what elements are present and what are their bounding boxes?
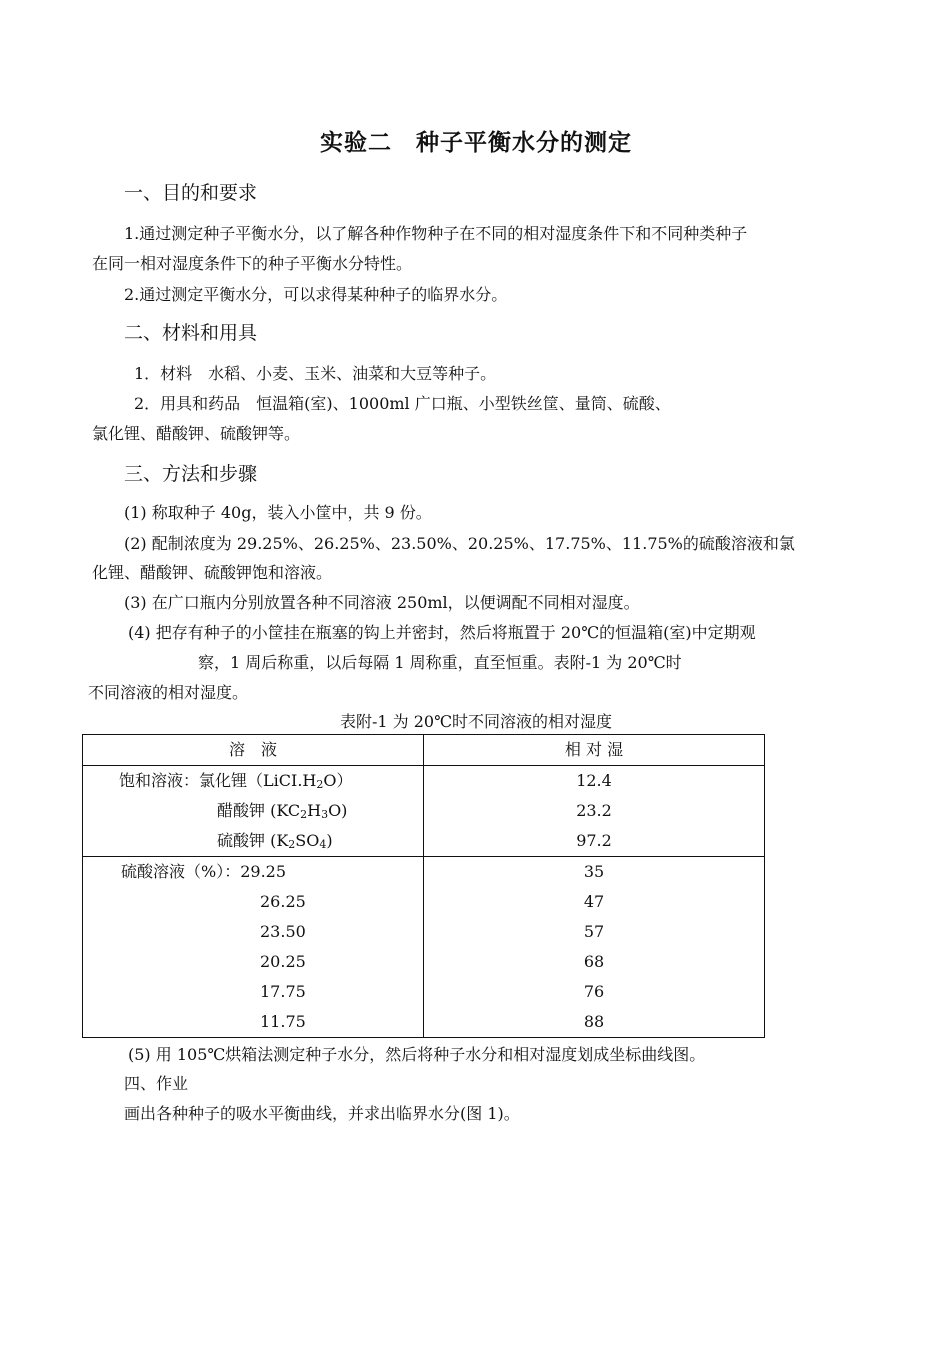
kac-end: O) — [328, 801, 348, 820]
paragraph-purpose-1a: 1.通过测定种子平衡水分，以了解各种作物种子在不同的相对湿度条件下和不同种类种子 — [124, 224, 748, 243]
table-row-saturated — [83, 766, 765, 857]
step-3: (3) 在广口瓶内分别放置各种不同溶液 250ml，以便调配不同相对湿度。 — [124, 593, 640, 612]
k2so4-label: 硫酸钾 (K — [217, 831, 289, 850]
section-heading-methods: 三、方法和步骤 — [124, 463, 258, 485]
step-2b: 化锂、醋酸钾、硫酸钾饱和溶液。 — [92, 563, 333, 582]
sulfuric-solutions-cell — [83, 857, 424, 1038]
header-cell-humidity — [424, 735, 765, 766]
step-4b: 察，1 周后称重，以后每隔 1 周称重，直至恒重。表附-1 为 20℃时 — [198, 653, 682, 672]
acid-conc: 26.25 — [260, 892, 306, 911]
acid-conc: 20.25 — [260, 952, 306, 971]
k2so4-sub2: 4 — [319, 838, 327, 851]
sulfuric-values-cell — [424, 857, 765, 1038]
paragraph-materials-2b: 氯化锂、醋酸钾、硫酸钾等。 — [92, 424, 301, 443]
kac-sub2: 3 — [321, 808, 329, 821]
acid-row — [83, 857, 423, 887]
header-relative-humidity: 相 对 湿 — [564, 740, 624, 759]
saturated-values-cell — [424, 766, 765, 857]
k2so4-sub1: 2 — [288, 838, 296, 851]
kac-label: 醋酸钾 (KC — [217, 801, 301, 820]
step-5: (5) 用 105℃烘箱法测定种子水分，然后将种子水分和相对湿度划成坐标曲线图。 — [128, 1045, 706, 1064]
table-row-sulfuric — [83, 857, 765, 1038]
kac-mid: H — [307, 801, 322, 820]
licl-label: 氯化锂（LiCI.H — [199, 771, 317, 790]
k2so4-mid: SO — [295, 831, 320, 850]
acid-conc: 29.25 — [240, 862, 287, 881]
value-cell: 47 — [583, 892, 605, 911]
paragraph-materials-1: 1．材料 水稻、小麦、玉米、油菜和大豆等种子。 — [134, 364, 497, 383]
saturated-prefix: 饱和溶液： — [119, 771, 200, 790]
acid-conc: 23.50 — [260, 922, 306, 941]
section-heading-purpose: 一、目的和要求 — [124, 182, 258, 204]
licl-sub: 2 — [316, 778, 324, 791]
header-cell-solution — [83, 735, 424, 766]
value-cell: 35 — [583, 862, 605, 881]
step-2a: (2) 配制浓度为 29.25%、26.25%、23.50%、20.25%、17.75%、11.75%的硫酸溶液和氯 — [124, 534, 795, 553]
value-cell: 57 — [583, 922, 605, 941]
saturated-solutions-cell — [83, 766, 424, 857]
page-title: 实验二 种子平衡水分的测定 — [320, 129, 632, 156]
value-cell: 68 — [583, 952, 605, 971]
table-header-row — [83, 735, 765, 766]
value-cell: 97.2 — [576, 831, 612, 850]
paragraph-purpose-1b: 在同一相对湿度条件下的种子平衡水分特性。 — [92, 254, 413, 273]
paragraph-purpose-2: 2.通过测定平衡水分，可以求得某种种子的临界水分。 — [124, 285, 508, 304]
value-cell: 12.4 — [576, 771, 612, 790]
value-cell: 23.2 — [576, 801, 612, 820]
value-cell: 76 — [583, 982, 605, 1001]
k2so4-end: ) — [326, 831, 333, 850]
licl-end: O） — [323, 771, 353, 790]
paragraph-assignment: 画出各种种子的吸水平衡曲线，并求出临界水分(图 1)。 — [124, 1104, 520, 1123]
saturated-row-licl — [83, 766, 423, 796]
saturated-row-kac — [83, 796, 423, 826]
step-4c: 不同溶液的相对湿度。 — [88, 683, 249, 702]
section-heading-materials: 二、材料和用具 — [124, 322, 258, 344]
acid-prefix: 硫酸溶液（%）： — [121, 862, 241, 881]
step-1: (1) 称取种子 40g，装入小筐中，共 9 份。 — [124, 503, 432, 522]
acid-conc: 11.75 — [260, 1012, 306, 1031]
value-cell: 88 — [583, 1012, 605, 1031]
header-solution: 溶 液 — [228, 740, 277, 759]
kac-sub1: 2 — [300, 808, 308, 821]
paragraph-materials-2a: 2．用具和药品 恒温箱(室)、1000ml 广口瓶、小型铁丝筐、量筒、硫酸、 — [134, 394, 671, 413]
saturated-row-k2so4 — [83, 826, 423, 856]
table-caption: 表附-1 为 20℃时不同溶液的相对湿度 — [339, 712, 613, 731]
section-heading-assignment: 四、作业 — [124, 1074, 189, 1093]
step-4a: (4) 把存有种子的小筐挂在瓶塞的钩上并密封，然后将瓶置于 20℃的恒温箱(室)中定期观 — [128, 623, 756, 642]
humidity-table — [82, 734, 765, 1038]
acid-conc: 17.75 — [260, 982, 306, 1001]
